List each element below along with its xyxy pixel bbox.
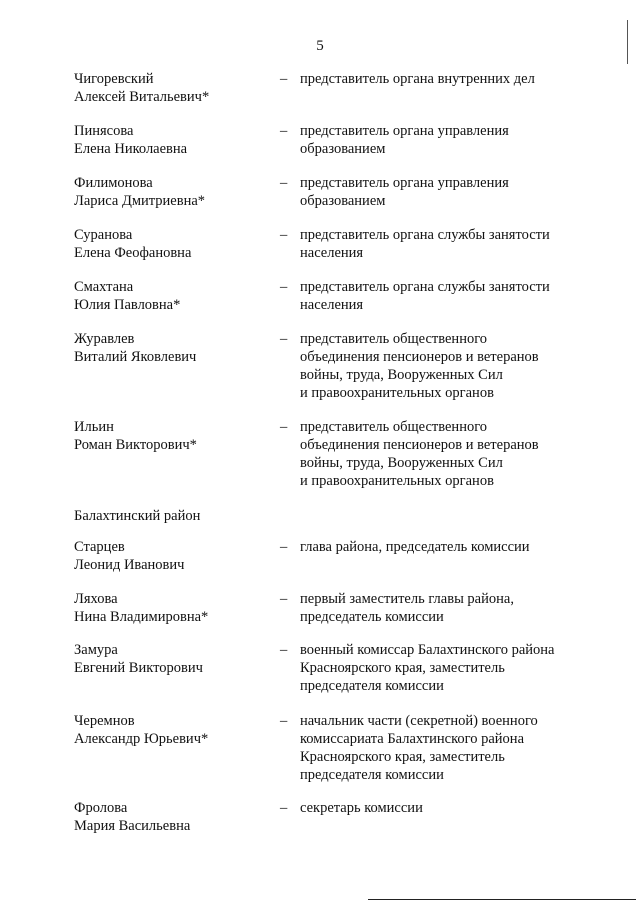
member-name: Ляхова Нина Владимировна* (74, 591, 209, 625)
member-role: представитель органа службы занятости населения (300, 279, 550, 313)
member-name: Пинясова Елена Николаевна (74, 123, 188, 157)
scan-edge-mark (627, 20, 628, 64)
dash: – (280, 279, 288, 295)
page-number: 5 (316, 38, 324, 54)
member-name: Смахтана Юлия Павловна* (74, 279, 181, 313)
member-name: Чигоревский Алексей Витальевич* (74, 71, 210, 105)
member-role: представитель органа службы занятости населения (300, 227, 550, 261)
member-name: Фролова Мария Васильевна (74, 800, 191, 834)
dash: – (280, 539, 288, 555)
member-name: Журавлев Виталий Яковлевич (74, 331, 197, 365)
member-name: Суранова Елена Феофановна (74, 227, 192, 261)
dash: – (280, 175, 288, 191)
dash: – (280, 71, 288, 87)
dash: – (280, 591, 288, 607)
dash: – (280, 642, 288, 658)
member-name: Замура Евгений Викторович (74, 642, 203, 676)
dash: – (280, 713, 288, 729)
member-name: Филимонова Лариса Дмитриевна* (74, 175, 206, 209)
member-name: Ильин Роман Викторович* (74, 419, 197, 453)
member-role: глава района, председатель комиссии (300, 539, 530, 555)
dash: – (280, 331, 288, 347)
member-role: представитель органа управления образованием (300, 123, 509, 157)
dash: – (280, 419, 288, 435)
member-role: первый заместитель главы района, председатель комиссии (300, 591, 514, 625)
member-role: начальник части (секретной) военного комиссариата Балахтинского района Красноярского края, заместитель председателя комиссии (300, 713, 538, 783)
dash: – (280, 123, 288, 139)
member-role: секретарь комиссии (300, 800, 423, 816)
member-role: представитель органа управления образованием (300, 175, 509, 209)
member-role: представитель общественного объединения пенсионеров и ветеранов войны, труда, Вооруженных Сил и правоохранительных органов (300, 419, 539, 489)
member-name: Старцев Леонид Иванович (74, 539, 185, 573)
member-role: представитель общественного объединения пенсионеров и ветеранов войны, труда, Вооруженных Сил и правоохранительных органов (300, 331, 539, 401)
member-role: военный комиссар Балахтинского района Красноярского края, заместитель председателя комиссии (300, 642, 555, 694)
dash: – (280, 227, 288, 243)
member-name: Черемнов Александр Юрьевич* (74, 713, 209, 747)
dash: – (280, 800, 288, 816)
section-title: Балахтинский район (74, 508, 201, 524)
member-role: представитель органа внутренних дел (300, 71, 535, 87)
footer-rule (368, 899, 636, 900)
